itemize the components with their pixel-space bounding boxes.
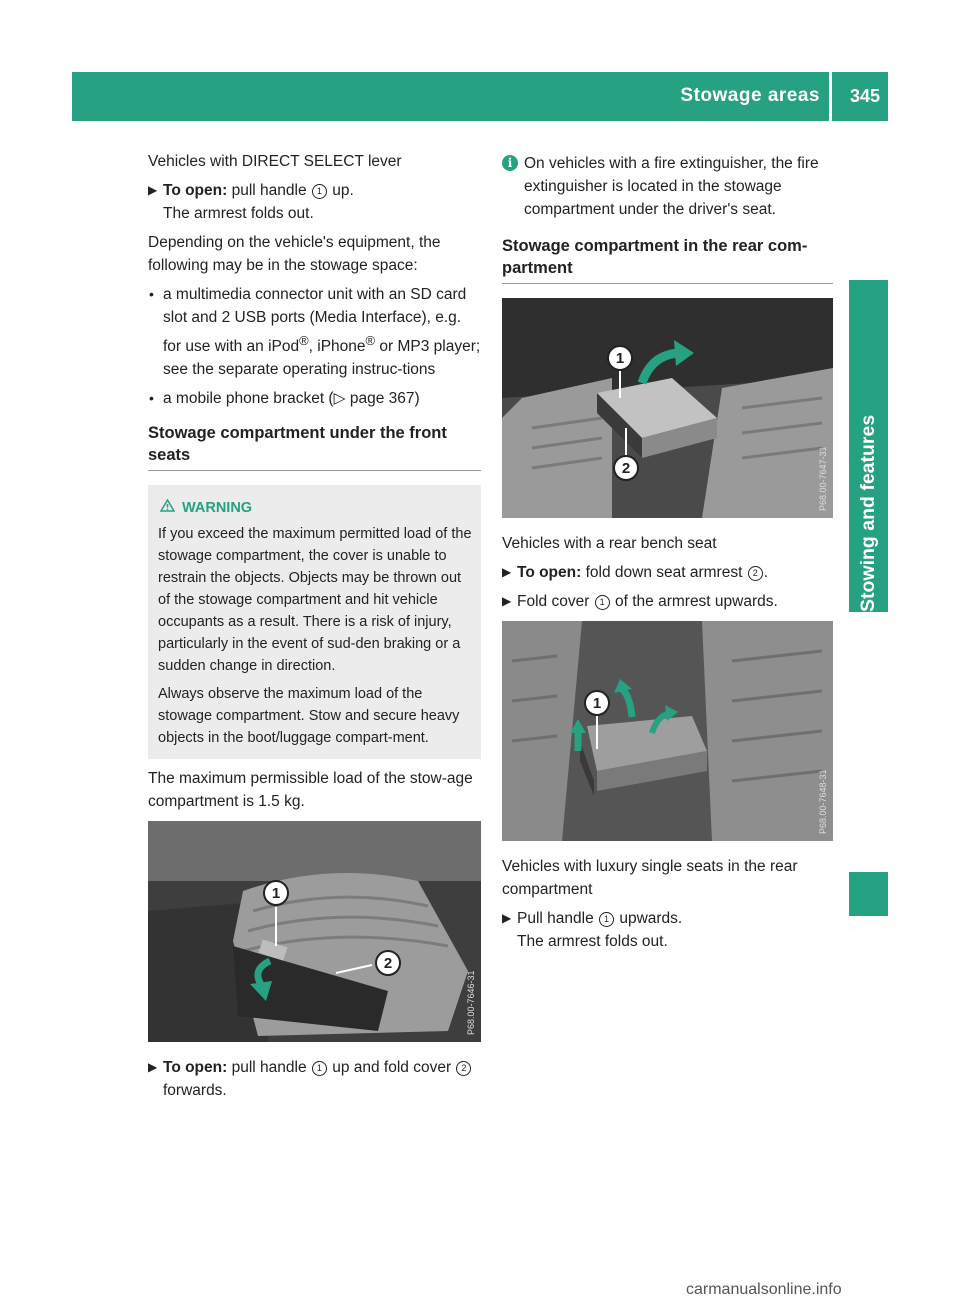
callout-ref: 1	[312, 1061, 327, 1076]
figure-code: P68.00-7646-31	[466, 970, 476, 1036]
warning-text: Always observe the maximum load of the stowage compartment. Stow and secure heavy objects in the boot/luggage compart-ment.	[158, 686, 460, 747]
callout-1: 1	[615, 350, 625, 367]
step-arrow-icon: ▶	[502, 594, 512, 608]
step-arrow-icon: ▶	[502, 565, 512, 579]
instruction-step: ▶ To open: fold down seat armrest 2 .	[502, 561, 833, 584]
instruction-step: ▶ Fold cover 1 of the armrest upwards.	[502, 590, 833, 613]
warning-triangle-icon	[160, 497, 176, 519]
warning-title: WARNING	[158, 497, 473, 519]
rear-single-seats-photo	[502, 621, 833, 841]
warning-text: If you exceed the maximum permitted load of the stowage compartment, the cover is unable to restrain the objects. Objects may be thrown out of the stowage compartment and hit vehicle occupants as a result. There is a risk of injury, particularly in the event of sud-den braking or a sudden change in direction.	[158, 526, 472, 675]
callout-2: 2	[621, 460, 631, 477]
info-note: i On vehicles with a fire extinguisher, the fire extinguisher is located in the stowage compartment under the driver's seat.	[502, 152, 833, 221]
front-seat-photo	[148, 821, 481, 1042]
figure-code: P68.00-7647-31	[818, 446, 828, 511]
header-divider	[829, 72, 832, 121]
callout-2: 2	[383, 955, 393, 973]
page-header	[72, 72, 888, 121]
callout-1: 1	[271, 885, 281, 903]
step-arrow-icon: ▶	[148, 183, 158, 197]
step-arrow-icon: ▶	[502, 911, 512, 925]
callout-ref: 1	[312, 184, 327, 199]
callout-1: 1	[592, 695, 602, 712]
callout-ref: 2	[456, 1061, 471, 1076]
info-icon: i	[502, 155, 518, 171]
section-heading: Stowage compartment in the rear com-partment	[502, 237, 808, 277]
instruction-step: ▶ To open: pull handle 1 up. The armrest folds out.	[148, 179, 481, 225]
page-ref-icon: ▷	[333, 390, 346, 408]
section-heading: Stowage compartment under the front seats	[148, 424, 447, 465]
bullet-icon: •	[149, 286, 154, 302]
figure-code: P68.00-7648-31	[818, 769, 828, 834]
chapter-tab	[849, 280, 888, 612]
callout-ref: 2	[748, 566, 763, 581]
load-text: The maximum permissible load of the stow-age compartment is 1.5 kg.	[148, 770, 473, 811]
rear-bench-photo	[502, 298, 833, 518]
body-paragraph: Depending on the vehicle's equipment, the following may be in the stowage space:	[148, 234, 441, 274]
bullet-icon: •	[149, 390, 154, 407]
page-number: 345	[849, 86, 880, 106]
page-ref-link[interactable]: page 367)	[349, 390, 420, 408]
right-column	[502, 152, 833, 959]
left-column	[148, 150, 481, 1108]
warning-box	[148, 485, 481, 759]
heading-rule	[148, 470, 481, 471]
instruction-step: ▶ To open: pull handle 1 up and fold cover 2 forwards.	[148, 1056, 481, 1102]
figure-caption: Vehicles with a rear bench seat	[502, 535, 717, 552]
chapter-marker	[849, 872, 888, 916]
step-arrow-icon: ▶	[148, 1060, 158, 1075]
list-item: • a mobile phone bracket (▷ page 367)	[148, 387, 481, 410]
list-item: • a multimedia connector unit with an SD card slot and 2 USB ports (Media Interface), e.g. for use with an iPod®, iPhone® or MP3 player; see the separate operating instruc-tions	[148, 283, 481, 381]
chapter-tab-label: Stowing and features	[857, 414, 879, 612]
heading-rule	[502, 283, 833, 284]
instruction-step: ▶ Pull handle 1 upwards. The armrest folds out.	[502, 907, 833, 953]
callout-ref: 1	[599, 912, 614, 927]
callout-ref: 1	[595, 595, 610, 610]
watermark-url: carmanualsonline.info	[686, 1281, 842, 1298]
figure-caption: Vehicles with luxury single seats in the rear compartment	[502, 858, 798, 898]
section-title: Stowage areas	[680, 85, 820, 106]
intro-text: Vehicles with DIRECT SELECT lever	[148, 153, 402, 170]
